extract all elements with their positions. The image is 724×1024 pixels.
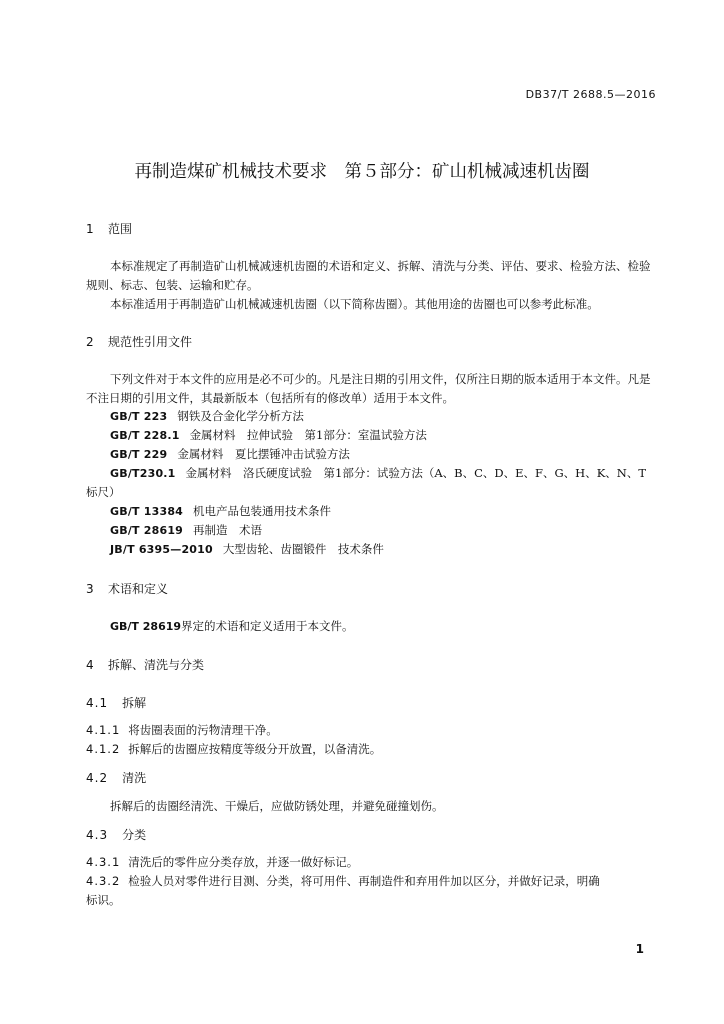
reference-item (110, 503, 331, 519)
clause-text: 拆解后的齿圈应按精度等级分开放置，以备清洗。 (128, 742, 382, 756)
subsection-number: 4.1 (86, 696, 109, 710)
section-3-paragraph (110, 618, 354, 634)
section-3-heading (86, 580, 168, 597)
clause-text: 清洗后的零件应分类存放，并逐一做好标记。 (128, 855, 359, 869)
section-number: 3 (86, 582, 94, 596)
section-title: 术语和定义 (108, 582, 169, 596)
section-number: 1 (86, 222, 94, 236)
reference-code: JB/T 6395—2010 (110, 543, 213, 556)
standard-number: DB37/T 2688.5—2016 (525, 88, 656, 101)
subsection-4-2-paragraph: 拆解后的齿圈经清洗、干燥后，应做防锈处理，并避免碰撞划伤。 (110, 799, 444, 813)
reference-wrap-line: 标尺） (86, 485, 121, 499)
reference-code: GB/T 13384 (110, 505, 184, 518)
reference-item (110, 522, 262, 538)
subsection-title: 清洗 (122, 771, 147, 785)
reference-name: 机电产品包装通用技术条件 (193, 504, 332, 518)
section-4-heading (86, 656, 204, 673)
section-number: 2 (86, 335, 94, 349)
reference-name: 再制造 术语 (193, 523, 263, 537)
subsection-number: 4.3 (86, 828, 109, 842)
clause-number: 4.1.2 (86, 742, 121, 756)
page-number: 1 (635, 942, 644, 956)
clause-number: 4.1.1 (86, 723, 121, 737)
clause-text: 将齿圈表面的污物清理干净。 (128, 723, 278, 737)
section-1-paragraph-2: 本标准适用于再制造矿山机械减速机齿圈（以下简称齿圈）。其他用途的齿圈也可以参考此标准。 (110, 297, 599, 311)
section-title: 规范性引用文件 (108, 335, 193, 349)
reference-item (110, 465, 646, 481)
reference-name: 金属材料 洛氏硬度试验 第1部分：试验方法（A、B、C、D、E、F、G、H、K、N、T (185, 466, 647, 480)
reference-code: GB/T 228.1 (110, 429, 180, 442)
section-2-heading (86, 333, 192, 350)
reference-name: 钢铁及合金化学分析方法 (177, 409, 304, 423)
section-number: 4 (86, 658, 94, 672)
reference-item (110, 427, 427, 443)
clause-number: 4.3.2 (86, 874, 121, 888)
subsection-4-3-heading (86, 826, 146, 843)
reference-code: GB/T 223 (110, 410, 168, 423)
clause-item (86, 854, 358, 870)
clause-item (86, 722, 278, 738)
section-1-heading (86, 220, 132, 237)
subsection-title: 分类 (122, 828, 147, 842)
reference-item (110, 408, 304, 424)
section-1-paragraph-1: 本标准规定了再制造矿山机械减速机齿圈的术语和定义、拆解、清洗与分类、评估、要求、检验方法、检验规则、标志、包装、运输和贮存。 (86, 259, 651, 292)
reference-item (110, 446, 350, 462)
reference-code: GB/T230.1 (110, 467, 176, 480)
section-title: 拆解、清洗与分类 (108, 658, 205, 672)
reference-code: GB/T 28619 (110, 620, 182, 633)
clause-text: 检验人员对零件进行目测、分类，将可用件、再制造件和弃用件加以区分，并做好记录，明确 (128, 874, 600, 888)
reference-name: 大型齿轮、齿圈锻件 技术条件 (222, 542, 384, 556)
reference-name: 金属材料 拉伸试验 第1部分：室温试验方法 (189, 428, 427, 442)
clause-item (86, 741, 381, 757)
clause-wrap-line: 标识。 (86, 893, 121, 907)
section-2-paragraph: 下列文件对于本文件的应用是必不可少的。凡是注日期的引用文件，仅所注日期的版本适用于本文件。凡是不注日期的引用文件，其最新版本（包括所有的修改单）适用于本文件。 (86, 372, 651, 405)
subsection-4-1-heading (86, 694, 146, 711)
clause-number: 4.3.1 (86, 855, 121, 869)
section-title: 范围 (108, 222, 133, 236)
reference-code: GB/T 28619 (110, 524, 184, 537)
subsection-4-2-heading (86, 769, 146, 786)
clause-item (86, 873, 600, 889)
paragraph-text: 界定的术语和定义适用于本文件。 (181, 619, 354, 633)
subsection-title: 拆解 (122, 696, 147, 710)
reference-item (110, 541, 384, 557)
document-title: 再制造煤矿机械技术要求 第５部分：矿山机械减速机齿圈 (134, 162, 590, 182)
subsection-number: 4.2 (86, 771, 109, 785)
reference-name: 金属材料 夏比摆锤冲击试验方法 (177, 447, 350, 461)
reference-code: GB/T 229 (110, 448, 168, 461)
